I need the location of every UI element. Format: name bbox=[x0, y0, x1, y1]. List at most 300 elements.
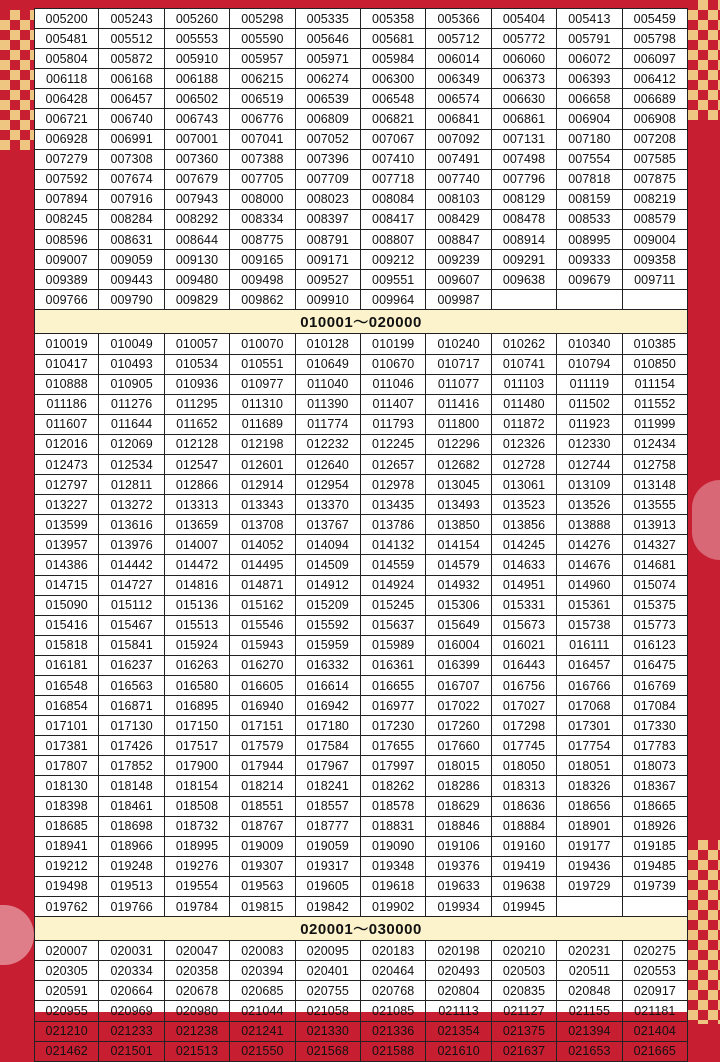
number-cell: 009766 bbox=[34, 290, 99, 309]
number-cell: 007041 bbox=[230, 130, 295, 149]
number-cell: 011295 bbox=[165, 395, 230, 414]
number-cell: 018286 bbox=[426, 776, 491, 795]
number-cell: 014442 bbox=[99, 555, 164, 574]
number-cell: 017852 bbox=[99, 756, 164, 775]
number-cell: 007709 bbox=[296, 170, 361, 189]
table-row bbox=[34, 555, 688, 575]
number-cell: 013523 bbox=[492, 495, 557, 514]
number-cell: 020210 bbox=[492, 941, 557, 960]
number-cell: 005404 bbox=[492, 9, 557, 28]
number-cell: 012954 bbox=[296, 475, 361, 494]
number-cell: 009829 bbox=[165, 290, 230, 309]
number-cell: 006721 bbox=[34, 109, 99, 128]
number-cell: 005413 bbox=[557, 9, 622, 28]
number-cell: 010649 bbox=[296, 355, 361, 374]
number-cell: 005772 bbox=[492, 29, 557, 48]
table-row bbox=[34, 415, 688, 435]
number-cell: 017027 bbox=[492, 696, 557, 715]
number-cell: 017900 bbox=[165, 756, 230, 775]
number-cell: 009004 bbox=[623, 230, 688, 249]
table-row bbox=[34, 230, 688, 250]
number-cell: 020553 bbox=[623, 961, 688, 980]
number-cell: 011103 bbox=[492, 375, 557, 394]
number-cell: 018398 bbox=[34, 797, 99, 816]
number-cell: 011046 bbox=[361, 375, 426, 394]
number-cell: 015773 bbox=[623, 616, 688, 635]
table-row bbox=[34, 716, 688, 736]
number-cell: 010049 bbox=[99, 334, 164, 353]
number-cell: 014559 bbox=[361, 555, 426, 574]
number-cell: 020835 bbox=[492, 981, 557, 1000]
swirl-decoration-left bbox=[0, 905, 34, 965]
number-cell: 017381 bbox=[34, 736, 99, 755]
number-cell: 018241 bbox=[296, 776, 361, 795]
number-cell: 014276 bbox=[557, 535, 622, 554]
number-cell: 016004 bbox=[426, 636, 491, 655]
number-cell: 018846 bbox=[426, 817, 491, 836]
table-row bbox=[34, 776, 688, 796]
winning-numbers-sheet bbox=[34, 8, 688, 1059]
number-cell: 018050 bbox=[492, 756, 557, 775]
number-cell: 014132 bbox=[361, 535, 426, 554]
number-cell: 010850 bbox=[623, 355, 688, 374]
number-cell: 019106 bbox=[426, 837, 491, 856]
number-cell: 009790 bbox=[99, 290, 164, 309]
number-cell: 020678 bbox=[165, 981, 230, 1000]
number-cell: 021501 bbox=[99, 1042, 164, 1061]
number-cell: 011186 bbox=[34, 395, 99, 414]
number-cell bbox=[623, 290, 688, 309]
number-cell: 021375 bbox=[492, 1022, 557, 1041]
number-cell: 020275 bbox=[623, 941, 688, 960]
table-row bbox=[34, 8, 688, 29]
number-cell: 019563 bbox=[230, 877, 295, 896]
number-cell: 012198 bbox=[230, 435, 295, 454]
number-cell: 018901 bbox=[557, 817, 622, 836]
number-cell: 015162 bbox=[230, 596, 295, 615]
number-cell: 011276 bbox=[99, 395, 164, 414]
number-cell: 016605 bbox=[230, 676, 295, 695]
number-cell: 020334 bbox=[99, 961, 164, 980]
number-cell: 020305 bbox=[34, 961, 99, 980]
number-cell: 006457 bbox=[99, 89, 164, 108]
table-row bbox=[34, 69, 688, 89]
number-cell: 009333 bbox=[557, 250, 622, 269]
number-cell: 020755 bbox=[296, 981, 361, 1000]
number-cell: 015416 bbox=[34, 616, 99, 635]
number-cell: 006861 bbox=[492, 109, 557, 128]
number-cell: 012296 bbox=[426, 435, 491, 454]
number-cell: 016871 bbox=[99, 696, 164, 715]
table-row bbox=[34, 941, 688, 961]
number-cell: 007067 bbox=[361, 130, 426, 149]
number-cell: 008103 bbox=[426, 190, 491, 209]
number-cell: 016237 bbox=[99, 656, 164, 675]
number-cell: 006740 bbox=[99, 109, 164, 128]
number-cell: 021550 bbox=[230, 1042, 295, 1061]
number-cell: 013493 bbox=[426, 495, 491, 514]
number-cell: 021238 bbox=[165, 1022, 230, 1041]
number-cell: 015331 bbox=[492, 596, 557, 615]
number-cell: 019419 bbox=[492, 857, 557, 876]
number-cell: 012069 bbox=[99, 435, 164, 454]
number-cell: 008807 bbox=[361, 230, 426, 249]
number-cell: 018941 bbox=[34, 837, 99, 856]
number-cell: 007894 bbox=[34, 190, 99, 209]
number-cell: 020980 bbox=[165, 1001, 230, 1020]
number-cell: 014912 bbox=[296, 576, 361, 595]
number-cell: 018732 bbox=[165, 817, 230, 836]
number-cell: 016895 bbox=[165, 696, 230, 715]
number-cell: 008084 bbox=[361, 190, 426, 209]
checker-pattern-bottom-right bbox=[688, 840, 720, 1024]
number-cell: 006300 bbox=[361, 69, 426, 88]
number-cell: 011999 bbox=[623, 415, 688, 434]
number-cell: 019902 bbox=[361, 897, 426, 916]
number-cell: 012601 bbox=[230, 455, 295, 474]
number-cell: 017068 bbox=[557, 696, 622, 715]
number-cell: 005804 bbox=[34, 49, 99, 68]
number-cell: 011154 bbox=[623, 375, 688, 394]
number-cell: 006743 bbox=[165, 109, 230, 128]
number-cell: 008596 bbox=[34, 230, 99, 249]
number-cell: 019436 bbox=[557, 857, 622, 876]
number-cell: 021653 bbox=[557, 1042, 622, 1061]
number-cell: 018995 bbox=[165, 837, 230, 856]
number-cell: 020969 bbox=[99, 1001, 164, 1020]
number-cell bbox=[492, 290, 557, 309]
number-cell: 021330 bbox=[296, 1022, 361, 1041]
number-cell: 013148 bbox=[623, 475, 688, 494]
number-cell: 015306 bbox=[426, 596, 491, 615]
number-cell: 010199 bbox=[361, 334, 426, 353]
number-cell: 018073 bbox=[623, 756, 688, 775]
table-row bbox=[34, 857, 688, 877]
number-cell: 015513 bbox=[165, 616, 230, 635]
number-cell: 017655 bbox=[361, 736, 426, 755]
number-cell: 019498 bbox=[34, 877, 99, 896]
number-cell: 011774 bbox=[296, 415, 361, 434]
number-cell: 005553 bbox=[165, 29, 230, 48]
table-row bbox=[34, 210, 688, 230]
number-cell: 019059 bbox=[296, 837, 361, 856]
number-cell: 018557 bbox=[296, 797, 361, 816]
number-cell: 006658 bbox=[557, 89, 622, 108]
number-cell: 014633 bbox=[492, 555, 557, 574]
number-cell: 011077 bbox=[426, 375, 491, 394]
number-cell: 005459 bbox=[623, 9, 688, 28]
number-cell: 008159 bbox=[557, 190, 622, 209]
number-cell: 020095 bbox=[296, 941, 361, 960]
number-cell: 005646 bbox=[296, 29, 361, 48]
number-cell: 018551 bbox=[230, 797, 295, 816]
number-cell: 017330 bbox=[623, 716, 688, 735]
number-cell: 018313 bbox=[492, 776, 557, 795]
number-cell: 017022 bbox=[426, 696, 491, 715]
table-row bbox=[34, 636, 688, 656]
number-cell: 007308 bbox=[99, 150, 164, 169]
swirl-decoration-right bbox=[692, 480, 720, 560]
number-cell: 016021 bbox=[492, 636, 557, 655]
number-cell: 020358 bbox=[165, 961, 230, 980]
number-cell: 005910 bbox=[165, 49, 230, 68]
number-cell: 016332 bbox=[296, 656, 361, 675]
number-cell: 014094 bbox=[296, 535, 361, 554]
number-cell: 015112 bbox=[99, 596, 164, 615]
number-cell: 016361 bbox=[361, 656, 426, 675]
table-row bbox=[34, 190, 688, 210]
number-cell: 011923 bbox=[557, 415, 622, 434]
number-cell: 014495 bbox=[230, 555, 295, 574]
table-row bbox=[34, 1022, 688, 1042]
number-cell: 013045 bbox=[426, 475, 491, 494]
number-cell: 017180 bbox=[296, 716, 361, 735]
number-cell: 014727 bbox=[99, 576, 164, 595]
number-cell: 006060 bbox=[492, 49, 557, 68]
table-row bbox=[34, 109, 688, 129]
number-cell: 021568 bbox=[296, 1042, 361, 1061]
table-row bbox=[34, 395, 688, 415]
number-cell: 011689 bbox=[230, 415, 295, 434]
table-row bbox=[34, 1001, 688, 1021]
number-cell: 009964 bbox=[361, 290, 426, 309]
number-cell: 013913 bbox=[623, 515, 688, 534]
number-cell: 008023 bbox=[296, 190, 361, 209]
number-cell: 010551 bbox=[230, 355, 295, 374]
number-cell: 018461 bbox=[99, 797, 164, 816]
number-cell: 020394 bbox=[230, 961, 295, 980]
number-cell: 015136 bbox=[165, 596, 230, 615]
table-row bbox=[34, 150, 688, 170]
number-cell: 006072 bbox=[557, 49, 622, 68]
number-cell: 018578 bbox=[361, 797, 426, 816]
number-cell: 017230 bbox=[361, 716, 426, 735]
number-cell: 009130 bbox=[165, 250, 230, 269]
number-cell: 009239 bbox=[426, 250, 491, 269]
number-cell: 012657 bbox=[361, 455, 426, 474]
number-cell: 020493 bbox=[426, 961, 491, 980]
number-cell: 014816 bbox=[165, 576, 230, 595]
number-cell: 007592 bbox=[34, 170, 99, 189]
number-cell: 020768 bbox=[361, 981, 426, 1000]
number-cell: 015924 bbox=[165, 636, 230, 655]
number-cell: 013616 bbox=[99, 515, 164, 534]
number-cell: 013976 bbox=[99, 535, 164, 554]
number-cell: 007943 bbox=[165, 190, 230, 209]
number-cell: 011607 bbox=[34, 415, 99, 434]
table-row bbox=[34, 797, 688, 817]
number-cell: 020955 bbox=[34, 1001, 99, 1020]
number-cell: 008000 bbox=[230, 190, 295, 209]
number-cell bbox=[557, 897, 622, 916]
number-cell: 015841 bbox=[99, 636, 164, 655]
number-cell: 006274 bbox=[296, 69, 361, 88]
number-cell: 010534 bbox=[165, 355, 230, 374]
number-cell: 012758 bbox=[623, 455, 688, 474]
number-cell: 012866 bbox=[165, 475, 230, 494]
number-cell: 006548 bbox=[361, 89, 426, 108]
number-cell: 014007 bbox=[165, 535, 230, 554]
number-cell: 012797 bbox=[34, 475, 99, 494]
number-cell: 019729 bbox=[557, 877, 622, 896]
table-row bbox=[34, 250, 688, 270]
number-cell: 009171 bbox=[296, 250, 361, 269]
number-cell: 010977 bbox=[230, 375, 295, 394]
number-cell: 008847 bbox=[426, 230, 491, 249]
number-cell: 020804 bbox=[426, 981, 491, 1000]
number-cell: 008245 bbox=[34, 210, 99, 229]
number-cell: 009389 bbox=[34, 270, 99, 289]
number-cell: 020685 bbox=[230, 981, 295, 1000]
table-row bbox=[34, 1042, 688, 1062]
checker-pattern-right bbox=[688, 0, 720, 120]
number-cell: 015375 bbox=[623, 596, 688, 615]
number-cell: 010240 bbox=[426, 334, 491, 353]
number-cell: 021058 bbox=[296, 1001, 361, 1020]
number-cell: 015592 bbox=[296, 616, 361, 635]
table-row bbox=[34, 290, 688, 310]
number-cell: 015637 bbox=[361, 616, 426, 635]
number-cell: 014154 bbox=[426, 535, 491, 554]
number-cell: 013708 bbox=[230, 515, 295, 534]
number-cell: 008914 bbox=[492, 230, 557, 249]
number-cell: 007360 bbox=[165, 150, 230, 169]
number-cell: 012330 bbox=[557, 435, 622, 454]
number-cell: 016766 bbox=[557, 676, 622, 695]
number-cell: 021044 bbox=[230, 1001, 295, 1020]
number-cell: 005335 bbox=[296, 9, 361, 28]
number-cell: 008129 bbox=[492, 190, 557, 209]
number-cell: 011040 bbox=[296, 375, 361, 394]
number-cell: 009987 bbox=[426, 290, 491, 309]
number-cell: 016655 bbox=[361, 676, 426, 695]
number-cell: 015673 bbox=[492, 616, 557, 635]
number-cell: 012232 bbox=[296, 435, 361, 454]
number-cell: 019784 bbox=[165, 897, 230, 916]
number-cell: 014245 bbox=[492, 535, 557, 554]
number-cell: 018831 bbox=[361, 817, 426, 836]
number-cell: 018884 bbox=[492, 817, 557, 836]
number-cell: 016769 bbox=[623, 676, 688, 695]
number-cell: 020464 bbox=[361, 961, 426, 980]
number-cell: 015738 bbox=[557, 616, 622, 635]
number-cell: 005366 bbox=[426, 9, 491, 28]
number-cell: 013526 bbox=[557, 495, 622, 514]
number-cell: 011644 bbox=[99, 415, 164, 434]
number-cell: 010128 bbox=[296, 334, 361, 353]
number-cell: 006841 bbox=[426, 109, 491, 128]
table-row bbox=[34, 817, 688, 837]
number-cell: 021513 bbox=[165, 1042, 230, 1061]
number-cell: 017783 bbox=[623, 736, 688, 755]
table-row bbox=[34, 981, 688, 1001]
number-cell: 016563 bbox=[99, 676, 164, 695]
table-row bbox=[34, 877, 688, 897]
number-cell: 011872 bbox=[492, 415, 557, 434]
number-cell: 017754 bbox=[557, 736, 622, 755]
number-cell: 009679 bbox=[557, 270, 622, 289]
number-cell: 016475 bbox=[623, 656, 688, 675]
number-cell: 018926 bbox=[623, 817, 688, 836]
number-cell: 018367 bbox=[623, 776, 688, 795]
number-cell: 014052 bbox=[230, 535, 295, 554]
number-cell: 005590 bbox=[230, 29, 295, 48]
number-cell: 019212 bbox=[34, 857, 99, 876]
number-cell: 010888 bbox=[34, 375, 99, 394]
number-cell: 014579 bbox=[426, 555, 491, 574]
number-cell: 009358 bbox=[623, 250, 688, 269]
number-cell: 009862 bbox=[230, 290, 295, 309]
number-cell: 007491 bbox=[426, 150, 491, 169]
number-cell: 012640 bbox=[296, 455, 361, 474]
number-cell: 014509 bbox=[296, 555, 361, 574]
number-cell: 018629 bbox=[426, 797, 491, 816]
number-cell: 008775 bbox=[230, 230, 295, 249]
number-cell: 013061 bbox=[492, 475, 557, 494]
number-cell: 011390 bbox=[296, 395, 361, 414]
number-cell: 010905 bbox=[99, 375, 164, 394]
number-cell: 015361 bbox=[557, 596, 622, 615]
number-cell: 019945 bbox=[492, 897, 557, 916]
number-cell: 008478 bbox=[492, 210, 557, 229]
number-cell: 017426 bbox=[99, 736, 164, 755]
number-cell: 009527 bbox=[296, 270, 361, 289]
number-cell: 019934 bbox=[426, 897, 491, 916]
number-cell: 010670 bbox=[361, 355, 426, 374]
number-cell: 008533 bbox=[557, 210, 622, 229]
number-cell: 018326 bbox=[557, 776, 622, 795]
number-cell: 018262 bbox=[361, 776, 426, 795]
number-cell: 014932 bbox=[426, 576, 491, 595]
number-cell: 018508 bbox=[165, 797, 230, 816]
number-cell: 016263 bbox=[165, 656, 230, 675]
number-cell: 016756 bbox=[492, 676, 557, 695]
number-cell: 019009 bbox=[230, 837, 295, 856]
number-cell: 006349 bbox=[426, 69, 491, 88]
number-cell: 021394 bbox=[557, 1022, 622, 1041]
number-cell: 005791 bbox=[557, 29, 622, 48]
number-cell: 016942 bbox=[296, 696, 361, 715]
number-cell: 006630 bbox=[492, 89, 557, 108]
number-cell: 011502 bbox=[557, 395, 622, 414]
table-row bbox=[34, 495, 688, 515]
number-cell: 021233 bbox=[99, 1022, 164, 1041]
number-cell: 012547 bbox=[165, 455, 230, 474]
number-cell: 018656 bbox=[557, 797, 622, 816]
number-cell: 010057 bbox=[165, 334, 230, 353]
number-cell: 010794 bbox=[557, 355, 622, 374]
number-cell: 014924 bbox=[361, 576, 426, 595]
number-cell: 015649 bbox=[426, 616, 491, 635]
number-cell: 017130 bbox=[99, 716, 164, 735]
number-cell: 019554 bbox=[165, 877, 230, 896]
number-cell: 018154 bbox=[165, 776, 230, 795]
number-cell: 016399 bbox=[426, 656, 491, 675]
number-cell bbox=[623, 897, 688, 916]
number-cell: 019633 bbox=[426, 877, 491, 896]
number-cell: 012128 bbox=[165, 435, 230, 454]
number-cell: 018777 bbox=[296, 817, 361, 836]
number-cell: 020591 bbox=[34, 981, 99, 1000]
number-cell: 019185 bbox=[623, 837, 688, 856]
number-cell: 013659 bbox=[165, 515, 230, 534]
number-cell: 007131 bbox=[492, 130, 557, 149]
number-cell: 019276 bbox=[165, 857, 230, 876]
number-cell: 015989 bbox=[361, 636, 426, 655]
table-row bbox=[34, 961, 688, 981]
number-cell: 015546 bbox=[230, 616, 295, 635]
number-cell: 016123 bbox=[623, 636, 688, 655]
